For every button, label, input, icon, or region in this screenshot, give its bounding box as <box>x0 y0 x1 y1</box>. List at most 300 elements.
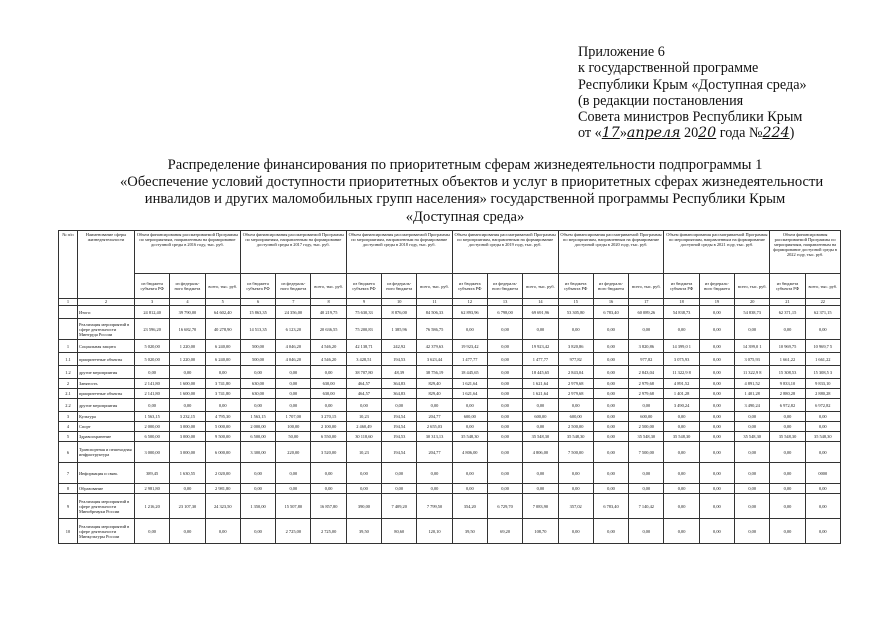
row-value: 354,20 <box>452 494 487 519</box>
row-value: 9 833,10 <box>805 379 840 389</box>
row-value: 0,00 <box>346 399 381 412</box>
row-value: 0,00 <box>452 319 487 340</box>
date-mid1: » <box>619 125 627 142</box>
row-value: 4 046,20 <box>276 353 311 366</box>
row-value: 0,00 <box>487 379 522 389</box>
row-value: 0,00 <box>452 484 487 494</box>
row-value: 4 891,52 <box>664 379 699 389</box>
row-value: 0,00 <box>699 306 734 319</box>
row-value: 39,50 <box>346 519 381 544</box>
row-value: 2 981,80 <box>135 484 170 494</box>
row-value: 1 220,00 <box>170 353 205 366</box>
row-value: 35 548,30 <box>523 432 558 442</box>
row-value: 630,00 <box>311 379 346 389</box>
row-name: Образование <box>78 484 135 494</box>
row-value: 0,00 <box>135 366 170 379</box>
row-value: 7 083,90 <box>523 494 558 519</box>
row-value: 1 707,00 <box>276 412 311 422</box>
row-value: 48,39 <box>382 366 417 379</box>
row-value: 7 140,42 <box>629 494 664 519</box>
row-name: другие мероприятия <box>78 399 135 412</box>
row-value: 35 548,30 <box>452 432 487 442</box>
row-name: Социальная защита <box>78 340 135 353</box>
annex-line: Совета министров Республики Крым <box>578 109 803 126</box>
row-value: 19 923,42 <box>452 340 487 353</box>
row-value: 1 385,96 <box>382 319 417 340</box>
row-value: 194,54 <box>382 422 417 432</box>
row-value: 0,00 <box>735 494 770 519</box>
row-value: 84 506,33 <box>417 306 452 319</box>
row-value: 8 876,00 <box>382 306 417 319</box>
row-value: 0,00 <box>558 399 593 412</box>
row-value: 2 141,80 <box>135 379 170 389</box>
row-value: 38 756,19 <box>417 366 452 379</box>
header-subcolumn: всего, тыс. руб. <box>311 274 346 299</box>
row-value: 0,00 <box>487 399 522 412</box>
row-value: 0,00 <box>311 399 346 412</box>
row-number: 8 <box>59 484 78 494</box>
row-value: 14 513,35 <box>240 319 275 340</box>
document-heading <box>120 157 824 226</box>
row-value: 0,00 <box>805 412 840 422</box>
row-name: Спорт <box>78 422 135 432</box>
column-number: 4 <box>170 299 205 306</box>
row-value: 630,00 <box>240 389 275 399</box>
row-value: 4 546,20 <box>311 340 346 353</box>
row-value: 40 219,75 <box>311 306 346 319</box>
row-value: 0,00 <box>593 412 628 422</box>
row-value: 7 409,20 <box>382 494 417 519</box>
row-value: 0,00 <box>170 366 205 379</box>
header-subcolumn: из бюджета субъекта РФ <box>664 274 699 299</box>
row-value: 11 322,9 8 <box>664 366 699 379</box>
row-value: 0,00 <box>593 442 628 463</box>
row-value: 1 477,77 <box>452 353 487 366</box>
row-value: 76 586,75 <box>417 319 452 340</box>
row-value: 3 490,24 <box>735 399 770 412</box>
row-value: 0,00 <box>452 422 487 432</box>
header-subcolumn: из бюджета субъекта РФ <box>770 274 805 299</box>
row-value: 0,00 <box>417 399 452 412</box>
row-value: 1 401,28 <box>664 389 699 399</box>
table-row <box>59 494 841 519</box>
row-number: 3 <box>59 412 78 422</box>
row-value: 6 123,20 <box>276 319 311 340</box>
annex-date-line <box>578 125 878 141</box>
header-subcolumn: всего, тыс. руб. <box>205 274 240 299</box>
annex-line: к государственной программе <box>578 60 759 77</box>
year-prefix: 20 <box>680 125 699 142</box>
row-value: 1 563,15 <box>240 412 275 422</box>
row-value: 0,00 <box>523 484 558 494</box>
row-value: 0,00 <box>170 399 205 412</box>
row-number: 1.2 <box>59 366 78 379</box>
year-suffix: 20 <box>698 125 717 142</box>
row-value: 0,00 <box>346 463 381 484</box>
row-value: 3 520,00 <box>311 442 346 463</box>
table-row <box>59 389 841 399</box>
row-value: 600,00 <box>629 412 664 422</box>
row-value: 0,00 <box>311 366 346 379</box>
row-value: 1 630,55 <box>170 463 205 484</box>
row-number: 7 <box>59 463 78 484</box>
row-value: 364,83 <box>382 389 417 399</box>
row-value: 4 806,00 <box>452 442 487 463</box>
row-value: 69,20 <box>487 519 522 544</box>
row-value: 75 630,33 <box>346 306 381 319</box>
row-value: 0,00 <box>240 484 275 494</box>
row-value: 30 118,60 <box>346 432 381 442</box>
column-number: 18 <box>664 299 699 306</box>
row-value: 30 313,13 <box>417 432 452 442</box>
row-value: 15 308,53 <box>770 366 805 379</box>
row-value: 0,00 <box>487 389 522 399</box>
row-value: 6 972,82 <box>805 399 840 412</box>
row-number: 1 <box>59 340 78 353</box>
row-name: Занятость <box>78 379 135 389</box>
heading-line: Распределение финансирования по приоритетным сферам жизнедеятельности подпрограммы 1 <box>167 157 763 173</box>
row-value: 2 880,28 <box>805 389 840 399</box>
row-value: 2 100,00 <box>311 422 346 432</box>
row-value: 6 783,40 <box>593 306 628 319</box>
column-number: 6 <box>240 299 275 306</box>
table-row <box>59 463 841 484</box>
row-value: 6 798,00 <box>487 306 522 319</box>
row-value: 2 500,00 <box>558 422 593 432</box>
row-value: 0,00 <box>205 366 240 379</box>
row-value: 10 969,7 5 <box>805 340 840 353</box>
row-value: 38 707,80 <box>346 366 381 379</box>
row-value: 0,00 <box>770 319 805 340</box>
row-value: 62 371,15 <box>805 306 840 319</box>
row-value: 0,00 <box>523 463 558 484</box>
row-value: 3 232,15 <box>170 412 205 422</box>
row-number: 4 <box>59 422 78 432</box>
row-value: 600,00 <box>523 412 558 422</box>
row-value: 0,00 <box>629 519 664 544</box>
row-value: 5 020,00 <box>135 340 170 353</box>
row-value: 0,00 <box>770 519 805 544</box>
row-value: 0,00 <box>487 422 522 432</box>
row-value: 1 600,00 <box>170 379 205 389</box>
row-value: 0,00 <box>205 519 240 544</box>
heading-line: «Доступная среда» <box>405 208 525 225</box>
table-row <box>59 366 841 379</box>
row-value: 0,00 <box>276 463 311 484</box>
table-row <box>59 519 841 544</box>
row-value: 3 623,44 <box>417 353 452 366</box>
row-name: приоритетные объекты <box>78 353 135 366</box>
row-value: 0,00 <box>593 422 628 432</box>
row-value: 1 621,64 <box>452 389 487 399</box>
row-value: 15 863,35 <box>240 306 275 319</box>
column-number: 5 <box>205 299 240 306</box>
row-value: 3 741,80 <box>205 379 240 389</box>
column-number: 3 <box>135 299 170 306</box>
row-value: 2 500,00 <box>629 422 664 432</box>
row-value: 2 979,68 <box>558 389 593 399</box>
header-year-group: Объем финансирования рассматриваемой Программы по мероприятиям, направленным на формирование доступной среды в 2018 году, тыс. руб. <box>346 231 452 274</box>
row-value: 600,00 <box>452 412 487 422</box>
row-value: 24 323,50 <box>205 494 240 519</box>
header-subcolumn: из бюджета субъекта РФ <box>240 274 275 299</box>
row-value: 0,00 <box>699 422 734 432</box>
row-value: 1 563,15 <box>135 412 170 422</box>
header-year-group: Объем финансирования рассматриваемой Программы по мероприятиям, направленным на формирование доступной среды в 2020 году, тыс. руб. <box>558 231 664 274</box>
column-number: 20 <box>735 299 770 306</box>
row-value: 3 075,93 <box>664 353 699 366</box>
column-number: 12 <box>452 299 487 306</box>
row-value: 6 240,00 <box>205 340 240 353</box>
row-value: 2 000,00 <box>240 422 275 432</box>
row-value: 3 000,00 <box>170 442 205 463</box>
row-value: 7 500,00 <box>558 442 593 463</box>
row-value: 0,00 <box>629 399 664 412</box>
table-row <box>59 340 841 353</box>
row-value: 6 500,00 <box>135 432 170 442</box>
row-value: 0,00 <box>629 484 664 494</box>
table-row <box>59 442 841 463</box>
annex-block <box>578 44 878 142</box>
row-value: 829,40 <box>417 379 452 389</box>
row-value: 40 278,90 <box>205 319 240 340</box>
row-value: 3 000,00 <box>135 442 170 463</box>
row-value: 15 507,80 <box>276 494 311 519</box>
header-subcolumn: из бюджета субъекта РФ <box>346 274 381 299</box>
row-value: 0,00 <box>770 484 805 494</box>
row-value: 3 490,24 <box>664 399 699 412</box>
row-number: 6 <box>59 442 78 463</box>
row-value: 35 548,30 <box>770 432 805 442</box>
row-value: 829,40 <box>417 389 452 399</box>
row-value: 0,00 <box>523 399 558 412</box>
row-value: 0,00 <box>735 412 770 422</box>
row-value: 0,00 <box>593 389 628 399</box>
row-value: 0,00 <box>805 494 840 519</box>
date-month: апреля <box>626 125 681 142</box>
header-year-group: Объем финансирования рассматриваемой Программы по мероприятиям, направленным на формирование доступной среды в 2022 году, тыс. руб. <box>770 231 841 274</box>
row-value: 0,00 <box>699 442 734 463</box>
row-value: 18 445,65 <box>523 366 558 379</box>
header-year-group: Объем финансирования рассматриваемой Программы по мероприятиям, направленным на формирование доступной среды в 2019 году, тыс. руб. <box>452 231 558 274</box>
row-value: 0,00 <box>452 399 487 412</box>
row-value: 0,00 <box>805 442 840 463</box>
row-value: 10 969,75 <box>770 340 805 353</box>
row-value: 0,00 <box>276 484 311 494</box>
column-number: 8 <box>311 299 346 306</box>
row-value: 2 843,04 <box>558 366 593 379</box>
row-value: 0,00 <box>487 442 522 463</box>
row-value: 0,00 <box>699 366 734 379</box>
row-value: 389,45 <box>135 463 170 484</box>
row-value: 14 399,0 1 <box>735 340 770 353</box>
row-value: 0,00 <box>240 463 275 484</box>
header-subcolumn: из бюджета субъекта РФ <box>452 274 487 299</box>
row-value: 108,70 <box>523 519 558 544</box>
row-name: Здравоохранение <box>78 432 135 442</box>
row-value: 35 548,30 <box>629 432 664 442</box>
row-value: 7 500,00 <box>629 442 664 463</box>
row-value: 53 305,80 <box>558 306 593 319</box>
row-value: 204,77 <box>417 412 452 422</box>
row-value: 0,00 <box>346 484 381 494</box>
header-subcolumn: из федераль-ного бюджета <box>487 274 522 299</box>
row-value: 357,02 <box>558 494 593 519</box>
annex-line: Приложение 6 <box>578 44 665 60</box>
row-value: 2 655,03 <box>417 422 452 432</box>
header-subcolumn: из федераль-ного бюджета <box>382 274 417 299</box>
row-value: 80,60 <box>382 519 417 544</box>
header-no: № п/п <box>59 231 78 299</box>
row-value: 0,00 <box>735 484 770 494</box>
row-value: 3 428,51 <box>346 353 381 366</box>
column-number: 1 <box>59 299 78 306</box>
row-value: 4 806,00 <box>523 442 558 463</box>
row-value: 0,00 <box>487 412 522 422</box>
row-value: 62 893,96 <box>452 306 487 319</box>
row-value: 20 636,55 <box>311 319 346 340</box>
column-number: 15 <box>558 299 593 306</box>
row-value: 0,00 <box>664 422 699 432</box>
row-value: 2 880,28 <box>770 389 805 399</box>
row-value: 0,00 <box>311 463 346 484</box>
row-value: 0,00 <box>664 412 699 422</box>
row-value: 10,23 <box>346 442 381 463</box>
row-value: 54 838,73 <box>664 306 699 319</box>
row-value: 0,00 <box>487 463 522 484</box>
annex-line: Республики Крым «Доступная среда» <box>578 76 807 93</box>
header-subcolumn: всего, тыс. руб. <box>523 274 558 299</box>
row-value: 0,00 <box>735 442 770 463</box>
row-value: 3 000,00 <box>170 432 205 442</box>
row-value: 977,82 <box>558 353 593 366</box>
row-value: 0,00 <box>770 494 805 519</box>
row-value: 600,00 <box>558 412 593 422</box>
row-name: Культура <box>78 412 135 422</box>
row-value: 9 500,00 <box>205 432 240 442</box>
row-value: 0,00 <box>487 432 522 442</box>
row-value: 6 729,70 <box>487 494 522 519</box>
row-value: 60 089,26 <box>629 306 664 319</box>
row-value: 23 596,20 <box>135 319 170 340</box>
row-value: 6 972,82 <box>770 399 805 412</box>
row-value: 4 046,20 <box>276 340 311 353</box>
row-value: 39,50 <box>452 519 487 544</box>
header-subcolumn: из бюджета субъекта РФ <box>135 274 170 299</box>
row-value: 4 546,20 <box>311 353 346 366</box>
row-value: 39 790,00 <box>170 306 205 319</box>
table-row <box>59 412 841 422</box>
row-value: 0,00 <box>805 422 840 432</box>
row-value: 0,00 <box>523 422 558 432</box>
header-subcolumn: из федераль-ного бюджета <box>170 274 205 299</box>
row-value: 0000 <box>805 463 840 484</box>
row-value: 2 981,80 <box>205 484 240 494</box>
row-value: 1 661,22 <box>770 353 805 366</box>
row-value: 0,00 <box>593 399 628 412</box>
row-value: 0,00 <box>699 519 734 544</box>
row-value: 6 550,00 <box>311 432 346 442</box>
header-subcolumn: всего, тыс. руб. <box>417 274 452 299</box>
row-value: 15 308,5 3 <box>805 366 840 379</box>
row-value: 220,00 <box>276 442 311 463</box>
row-name: другие мероприятия <box>78 366 135 379</box>
row-value: 35 548,30 <box>735 432 770 442</box>
row-value: 16 682,70 <box>170 319 205 340</box>
row-value: 120,10 <box>417 519 452 544</box>
column-number: 11 <box>417 299 452 306</box>
header-year-group: Объем финансирования рассматриваемой Программы по мероприятиям, направленным на формирование доступной среды в 2016 году, тыс. руб. <box>135 231 241 274</box>
row-value: 630,00 <box>311 389 346 399</box>
row-value: 0,00 <box>629 463 664 484</box>
row-value: 1 600,00 <box>170 389 205 399</box>
row-value: 0,00 <box>558 319 593 340</box>
row-value: 0,00 <box>735 519 770 544</box>
header-subcolumn: всего, тыс. руб. <box>805 274 840 299</box>
row-value: 0,00 <box>170 519 205 544</box>
table-row <box>59 432 841 442</box>
row-value: 2 460,49 <box>346 422 381 432</box>
row-value: 0,00 <box>805 519 840 544</box>
row-value: 0,00 <box>770 412 805 422</box>
row-value: 630,00 <box>240 379 275 389</box>
row-value: 0,00 <box>699 432 734 442</box>
row-value: 0,00 <box>205 399 240 412</box>
row-value: 0,00 <box>735 422 770 432</box>
row-value: 0,00 <box>593 319 628 340</box>
row-value: 0,00 <box>276 399 311 412</box>
column-number: 19 <box>699 299 734 306</box>
row-value: 1 220,00 <box>170 340 205 353</box>
row-value: 6 000,00 <box>205 442 240 463</box>
table-row <box>59 306 841 319</box>
row-value: 0,00 <box>487 366 522 379</box>
table-row <box>59 399 841 412</box>
date-suffix: ) <box>789 125 795 142</box>
row-value: 0,00 <box>699 353 734 366</box>
row-value: 0,00 <box>593 432 628 442</box>
row-value: 0,00 <box>735 319 770 340</box>
row-value: 194,54 <box>382 442 417 463</box>
row-value: 62 371,15 <box>770 306 805 319</box>
table-row <box>59 484 841 494</box>
row-number: 5 <box>59 432 78 442</box>
annex-line: (в редакции постановления <box>578 92 744 109</box>
row-value: 194,53 <box>382 353 417 366</box>
row-value: 0,00 <box>770 463 805 484</box>
row-value: 0,00 <box>770 442 805 463</box>
row-value: 1 477,77 <box>523 353 558 366</box>
row-value: 0,00 <box>487 353 522 366</box>
row-value: 2 725,00 <box>311 519 346 544</box>
row-name: Реализация мероприятий в сфере деятельности Минобрнауки России <box>78 494 135 519</box>
row-name: Транспортная и пешеходная инфраструктура <box>78 442 135 463</box>
row-value: 0,00 <box>699 379 734 389</box>
row-value: 500,00 <box>240 340 275 353</box>
row-value: 0,00 <box>170 484 205 494</box>
row-value: 3 820,86 <box>558 340 593 353</box>
row-value: 0,00 <box>276 366 311 379</box>
header-subcolumn: всего, тыс. руб. <box>629 274 664 299</box>
row-name: Реализация мероприятий в сфере деятельности Минкультуры России <box>78 519 135 544</box>
row-value: 1 621,64 <box>523 389 558 399</box>
financing-table <box>58 230 841 544</box>
row-value: 0,00 <box>699 340 734 353</box>
row-value: 464,57 <box>346 389 381 399</box>
row-value: 0,00 <box>487 340 522 353</box>
row-value: 0,00 <box>593 353 628 366</box>
row-value: 0,00 <box>805 319 840 340</box>
